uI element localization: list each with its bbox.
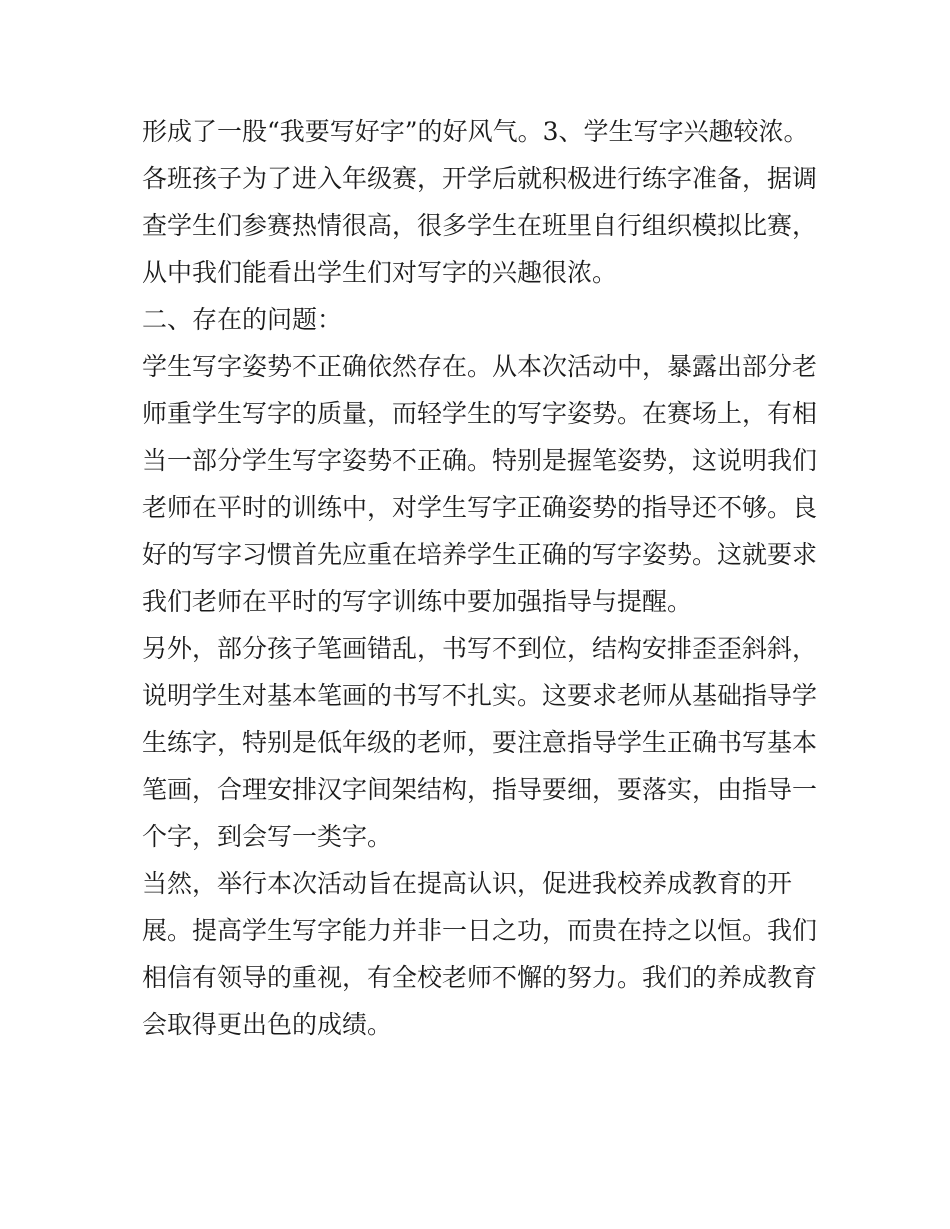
text-line: 当然，举行本次活动旨在提高认识，促进我校养成教育的开 (142, 869, 793, 898)
text-line: 当一部分学生写字姿势不正确。特别是握笔姿势，这说明我们 (142, 446, 818, 475)
text-line: 生练字，特别是低年级的老师，要注意指导学生正确书写基本 (142, 728, 818, 757)
body-text (142, 108, 822, 1048)
text-line: 从中我们能看出学生们对写字的兴趣很浓。 (142, 258, 618, 287)
text-line: 另外，部分孩子笔画错乱，书写不到位，结构安排歪歪斜斜， (142, 634, 818, 663)
text-line: 说明学生对基本笔画的书写不扎实。这要求老师从基础指导学 (142, 681, 818, 710)
text-line: 会取得更出色的成绩。 (142, 1010, 393, 1039)
text-line: 展。提高学生写字能力并非一日之功，而贵在持之以恒。我们 (142, 916, 818, 945)
text-line: 我们老师在平时的写字训练中要加强指导与提醒。 (142, 587, 693, 616)
text-line: 相信有领导的重视，有全校老师不懈的努力。我们的养成教育 (142, 963, 818, 992)
text-line: 笔画，合理安排汉字间架结构，指导要细，要落实，由指导一 (142, 775, 818, 804)
section-heading: 二、存在的问题： (142, 305, 343, 334)
text-line: 学生写字姿势不正确依然存在。从本次活动中，暴露出部分老 (142, 352, 818, 381)
text-line: 查学生们参赛热情很高，很多学生在班里自行组织模拟比赛， (142, 211, 818, 240)
text-line: 师重学生写字的质量，而轻学生的写字姿势。在赛场上，有相 (142, 399, 818, 428)
text-line: 各班孩子为了进入年级赛，开学后就积极进行练字准备，据调 (142, 164, 818, 193)
text-line: 老师在平时的训练中，对学生写字正确姿势的指导还不够。良 (142, 493, 818, 522)
text-line: 个字，到会写一类字。 (142, 822, 393, 851)
text-line: 好的写字习惯首先应重在培养学生正确的写字姿势。这就要求 (142, 540, 818, 569)
text-line: 形成了一股“我要写好字”的好风气。3、学生写字兴趣较浓。 (142, 117, 809, 146)
